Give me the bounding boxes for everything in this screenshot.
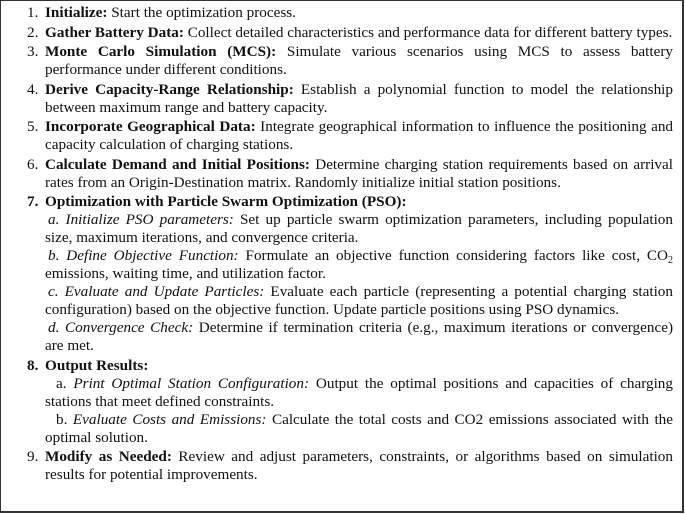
substep-text: Calculate the total costs and CO2 emissions associated with the optimal solution.	[45, 410, 673, 446]
algorithm-steps	[1, 4, 673, 484]
substep-label: d. Convergence Check:	[48, 319, 194, 336]
step-7	[1, 193, 673, 211]
step-2	[1, 24, 673, 42]
step-number: 1.	[27, 4, 39, 21]
step-3	[1, 43, 673, 79]
step-text: Determine charging station requirements based on arrival rates from an Origin-Destination matrix. Randomly initialize initial station positions.	[45, 155, 673, 191]
substep-text-cont: emissions, waiting time, and utilization factor.	[45, 265, 326, 282]
substep-label: b. Define Objective Function:	[48, 247, 239, 264]
step-text: Review and adjust parameters, constraints, or algorithms based on simulation results for potential improvements.	[45, 448, 673, 483]
step-text: Establish a polynomial function to model the relationship between maximum range and battery capacity.	[45, 80, 673, 116]
step-number: 5.	[27, 118, 39, 135]
step-number: 4.	[27, 80, 39, 98]
substep-prefix: a.	[56, 374, 74, 392]
substep-text: Determine if termination criteria (e.g., maximum iterations or convergence) are met.	[45, 319, 673, 354]
substep-label: Print Optimal Station Configuration:	[73, 374, 310, 392]
step-5	[1, 118, 673, 154]
step-heading: Monte Carlo Simulation (MCS):	[45, 43, 277, 60]
step-number: 3.	[27, 43, 39, 60]
substep-text: Set up particle swarm optimization parameters, including population size, maximum iterations, and convergence criteria.	[45, 211, 673, 246]
step-heading: Initialize:	[45, 4, 108, 21]
step-text: Integrate geographical information to influence the positioning and capacity calculation of charging stations.	[45, 118, 674, 153]
substep-label: a. Initialize PSO parameters:	[48, 211, 234, 228]
step-1	[1, 4, 673, 22]
step-9	[1, 448, 673, 484]
step-8a	[1, 375, 673, 411]
substep-label: Evaluate Costs and Emissions:	[72, 410, 267, 428]
step-heading: Gather Battery Data:	[45, 23, 184, 41]
step-number: 9.	[27, 448, 39, 465]
substep-text: Formulate an objective function considering factors like cost, CO	[238, 247, 668, 264]
substep-text: Evaluate each particle (representing a potential charging station configuration) based on the objective function. Update particle positions using PSO dynamics.	[45, 283, 673, 318]
step-text: Simulate various scenarios using MCS to assess battery performance under different conditions.	[45, 43, 674, 78]
step-text: Collect detailed characteristics and performance data for different battery types.	[183, 23, 673, 41]
step-number: 7.	[27, 193, 39, 210]
step-number: 6.	[27, 155, 39, 173]
step-heading: Modify as Needed:	[45, 448, 172, 465]
substep-text: Output the optimal positions and capacities of charging stations that meet defined constraints.	[45, 374, 673, 410]
step-heading: Incorporate Geographical Data:	[45, 118, 256, 135]
step-number: 2.	[27, 23, 39, 41]
step-heading: Output Results:	[45, 356, 149, 374]
step-text: Start the optimization process.	[107, 4, 296, 21]
step-heading: Calculate Demand and Initial Positions:	[45, 155, 310, 173]
step-7a	[1, 211, 673, 247]
subscript: 2	[668, 255, 673, 266]
step-6	[1, 156, 673, 192]
step-8	[1, 357, 673, 375]
substep-label: c. Evaluate and Update Particles:	[48, 283, 265, 300]
step-4	[1, 81, 673, 117]
substep-prefix: b.	[56, 410, 73, 428]
step-7c	[1, 283, 673, 319]
step-7b	[1, 247, 673, 283]
step-heading: Optimization with Particle Swarm Optimization (PSO):	[45, 193, 407, 210]
step-number: 8.	[27, 356, 39, 374]
step-7d	[1, 319, 673, 355]
step-heading: Derive Capacity-Range Relationship:	[45, 80, 294, 98]
step-8b	[1, 411, 673, 447]
